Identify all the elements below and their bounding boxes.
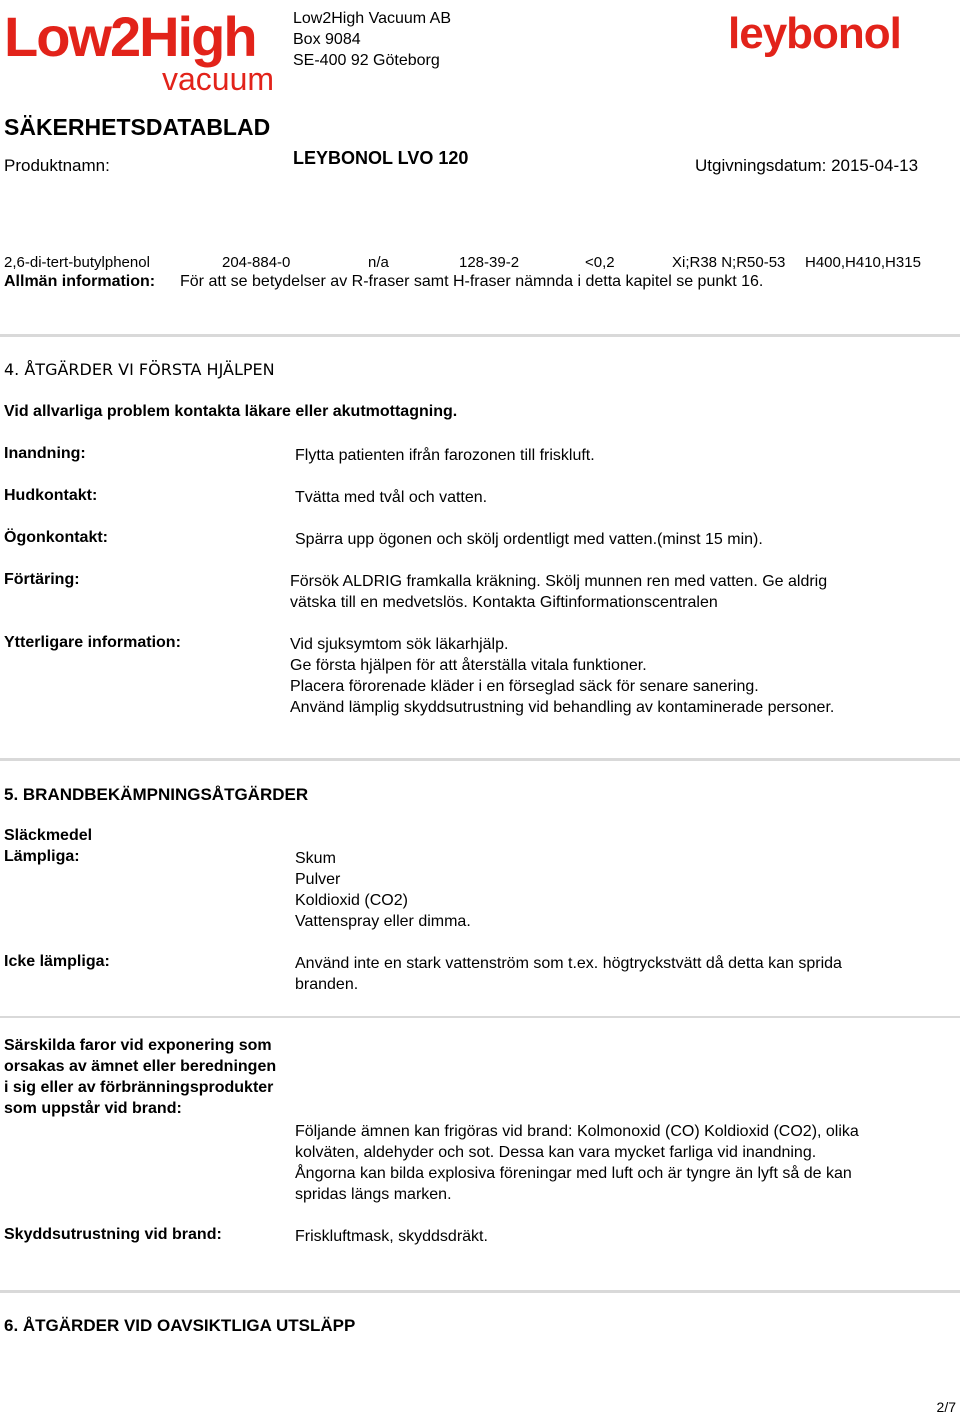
unsuitable-1: Använd inte en stark vattenström som t.ex. högtryckstvätt då detta kan sprida bbox=[295, 955, 842, 972]
label-slackmedel: Släckmedel bbox=[4, 827, 93, 844]
hazards-3: Ångorna kan bilda explosiva föreningar med luft och är tyngre än lyft så de kan bbox=[295, 1165, 852, 1182]
product-label: Produktnamn: bbox=[4, 156, 110, 175]
product-name: LEYBONOL LVO 120 bbox=[293, 148, 469, 168]
issue-date: Utgivningsdatum: 2015-04-13 bbox=[695, 156, 919, 175]
value-ytterligare-4: Använd lämplig skyddsutrustning vid behandling av kontaminerade personer. bbox=[290, 699, 835, 716]
value-ytterligare-3: Placera förorenade kläder i en förseglad säck för senare sanering. bbox=[290, 678, 759, 695]
section4-heading: 4. ÅTGÄRDER VI FÖRSTA HJÄLPEN bbox=[4, 360, 275, 379]
section5-heading: 5. BRANDBEKÄMPNINGSÅTGÄRDER bbox=[4, 785, 309, 804]
general-info-label: Allmän information: bbox=[4, 273, 156, 290]
low2high-logo bbox=[4, 2, 284, 92]
value-hudkontakt: Tvätta med tvål och vatten. bbox=[295, 489, 488, 506]
hazards-2: kolväten, aldehyder och sot. Dessa kan vara mycket farliga vid inandning. bbox=[295, 1144, 817, 1161]
ingredient-r-phrases: Xi;R38 N;R50-53 bbox=[672, 254, 786, 271]
section6-heading: 6. ÅTGÄRDER VID OAVSIKTLIGA UTSLÄPP bbox=[4, 1316, 356, 1335]
value-ogonkontakt: Spärra upp ögonen och skölj ordentligt med vatten.(minst 15 min). bbox=[295, 531, 763, 548]
ingredient-reg: n/a bbox=[368, 254, 389, 271]
value-ytterligare-2: Ge första hjälpen för att återställa vitala funktioner. bbox=[290, 657, 647, 674]
protection-value: Friskluftmask, skyddsdräkt. bbox=[295, 1228, 488, 1245]
label-hazards-2: orsakas av ämnet eller beredningen bbox=[4, 1058, 277, 1075]
label-icke-lampliga: Icke lämpliga: bbox=[4, 953, 110, 970]
ingredient-name: 2,6-di-tert-butylphenol bbox=[4, 254, 150, 271]
section4-intro: Vid allvarliga problem kontakta läkare eller akutmottagning. bbox=[4, 403, 458, 420]
page-number: 2/7 bbox=[936, 1399, 956, 1415]
suitable-4: Vattenspray eller dimma. bbox=[295, 913, 471, 930]
value-inandning: Flytta patienten ifrån farozonen till friskluft. bbox=[295, 447, 595, 464]
ingredient-ec: 204-884-0 bbox=[222, 254, 291, 271]
value-fortaring-1: Försök ALDRIG framkalla kräkning. Skölj munnen ren med vatten. Ge aldrig bbox=[290, 573, 828, 590]
company-name: Low2High Vacuum AB bbox=[293, 10, 452, 27]
logo-right-text: leybonol bbox=[728, 9, 901, 58]
unsuitable-2: branden. bbox=[295, 976, 359, 993]
suitable-3: Koldioxid (CO2) bbox=[295, 892, 408, 909]
label-lampliga: Lämpliga: bbox=[4, 848, 80, 865]
leybonol-logo bbox=[726, 8, 914, 60]
general-info-text: För att se betydelser av R-fraser samt H-fraser nämnda i detta kapitel se punkt 16. bbox=[180, 273, 764, 290]
label-fortaring: Förtäring: bbox=[4, 571, 80, 588]
label-ytterligare: Ytterligare information: bbox=[4, 634, 181, 651]
suitable-1: Skum bbox=[295, 850, 336, 867]
hazards-4: spridas längs marken. bbox=[295, 1186, 452, 1203]
label-inandning: Inandning: bbox=[4, 445, 86, 462]
label-protection: Skyddsutrustning vid brand: bbox=[4, 1226, 222, 1243]
section-divider bbox=[0, 1016, 960, 1018]
label-hazards-3: i sig eller av förbränningsprodukter bbox=[4, 1079, 274, 1096]
company-city: SE-400 92 Göteborg bbox=[293, 52, 440, 69]
label-hazards-4: som uppstår vid brand: bbox=[4, 1100, 182, 1117]
suitable-2: Pulver bbox=[295, 871, 341, 888]
ingredient-h-phrases: H400,H410,H315 bbox=[805, 254, 921, 271]
ingredient-cas: 128-39-2 bbox=[459, 254, 520, 271]
hazards-1: Följande ämnen kan frigöras vid brand: Kolmonoxid (CO) Koldioxid (CO2), olika bbox=[295, 1123, 859, 1140]
section-divider bbox=[0, 334, 960, 337]
logo-left-line1: Low2High bbox=[4, 5, 256, 68]
label-ogonkontakt: Ögonkontakt: bbox=[4, 529, 108, 546]
label-hudkontakt: Hudkontakt: bbox=[4, 487, 98, 504]
value-fortaring-2: vätska till en medvetslös. Kontakta Giftinformationscentralen bbox=[290, 594, 718, 611]
section-divider bbox=[0, 758, 960, 761]
label-hazards-1: Särskilda faror vid exponering som bbox=[4, 1037, 272, 1054]
logo-left-line2: vacuum bbox=[162, 61, 275, 92]
ingredient-conc: <0,2 bbox=[585, 254, 615, 271]
value-ytterligare-1: Vid sjuksymtom sök läkarhjälp. bbox=[290, 636, 509, 653]
document-title: SÄKERHETSDATABLAD bbox=[4, 114, 271, 140]
company-box: Box 9084 bbox=[293, 31, 361, 48]
section-divider bbox=[0, 1290, 960, 1293]
